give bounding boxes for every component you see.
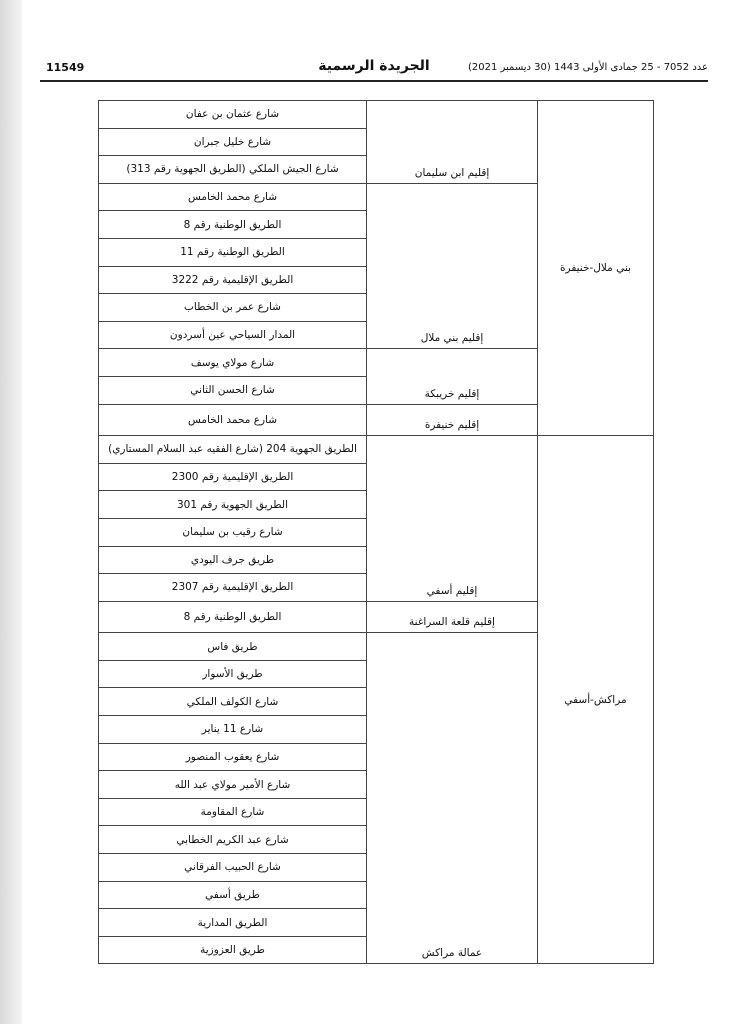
road-cell: الطريق الجهوية رقم 301 (99, 491, 367, 519)
gazette-title: الجريدة الرسمية (318, 58, 430, 74)
roads-table (98, 100, 654, 964)
road-cell: شارع رقيب بن سليمان (99, 518, 367, 546)
road-cell: الطريق المدارية (99, 909, 367, 937)
road-cell: شارع محمد الخامس (99, 404, 367, 436)
province-cell: إقليم أسفي (367, 436, 538, 602)
road-cell: الطريق الإقليمية رقم 2307 (99, 574, 367, 602)
region-cell: مراكش-أسفي (538, 436, 654, 964)
road-cell: شارع الحسن الثاني (99, 376, 367, 404)
header-rule (40, 80, 708, 82)
road-cell: شارع عثمان بن عفان (99, 101, 367, 129)
page-number: 11549 (46, 61, 85, 74)
road-cell: شارع محمد الخامس (99, 183, 367, 211)
page-header (40, 58, 708, 78)
province-cell: إقليم ابن سليمان (367, 101, 538, 184)
province-cell: إقليم قلعة السراغنة (367, 601, 538, 633)
road-cell: طريق الأسوار (99, 660, 367, 688)
province-cell: إقليم خنيفرة (367, 404, 538, 436)
road-cell: شارع يعقوب المنصور (99, 743, 367, 771)
road-cell: طريق فاس (99, 633, 367, 661)
road-cell: شارع الأمير مولاي عبد الله (99, 771, 367, 799)
road-cell: الطريق الوطنية رقم 11 (99, 238, 367, 266)
road-cell: الطريق الإقليمية رقم 3222 (99, 266, 367, 294)
road-cell: شارع الحبيب الفرقاني (99, 854, 367, 882)
road-cell: شارع المقاومة (99, 798, 367, 826)
road-cell: طريق جرف اليودي (99, 546, 367, 574)
road-cell: شارع مولاي يوسف (99, 349, 367, 377)
road-cell: شارع عبد الكريم الخطابي (99, 826, 367, 854)
road-cell: طريق العزوزية (99, 936, 367, 964)
region-cell: بني ملال-خنيفرة (538, 101, 654, 436)
page-edge (0, 0, 22, 1024)
road-cell: شارع خليل جبران (99, 128, 367, 156)
province-cell: عمالة مراكش (367, 633, 538, 964)
table-row (99, 101, 654, 129)
province-cell: إقليم خريبكة (367, 349, 538, 404)
table-row (99, 436, 654, 464)
road-cell: شارع الجيش الملكي (الطريق الجهوية رقم 313) (99, 156, 367, 184)
road-cell: طريق أسفي (99, 881, 367, 909)
road-cell: شارع عمر بن الخطاب (99, 294, 367, 322)
road-cell: الطريق الوطنية رقم 8 (99, 211, 367, 239)
road-cell: المدار السياحي عين أسردون (99, 321, 367, 349)
issue-info: عدد 7052 - 25 جمادى الأولى 1443 (30 ديسمبر 2021) (467, 62, 708, 73)
province-cell: إقليم بني ملال (367, 183, 538, 349)
road-cell: شارع الكولف الملكي (99, 688, 367, 716)
road-cell: الطريق الإقليمية رقم 2300 (99, 463, 367, 491)
road-cell: شارع 11 يناير (99, 716, 367, 744)
road-cell: الطريق الجهوية 204 (شارع الفقيه عبد السلام المستاري) (99, 436, 367, 464)
road-cell: الطريق الوطنية رقم 8 (99, 601, 367, 633)
